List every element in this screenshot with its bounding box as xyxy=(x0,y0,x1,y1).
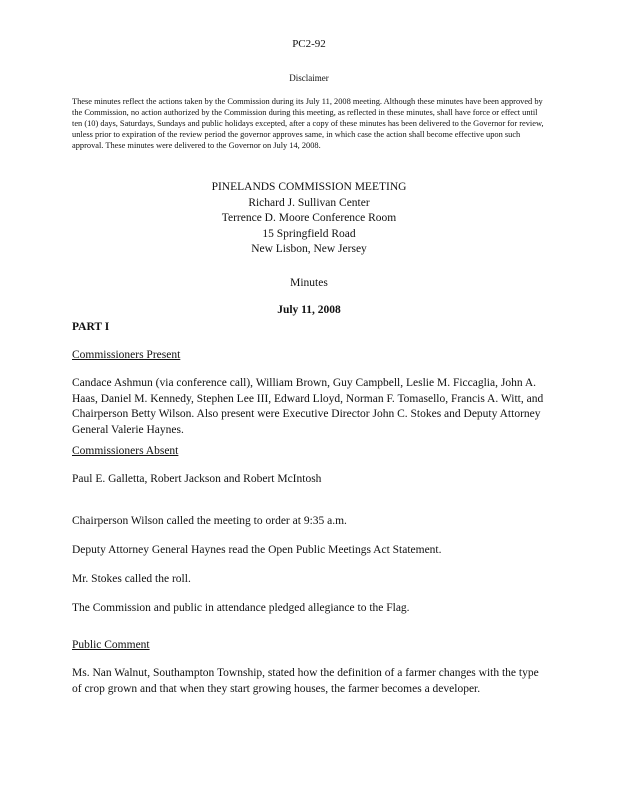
call-to-order-text: Chairperson Wilson called the meeting to order at 9:35 a.m. xyxy=(72,515,347,527)
disclaimer-title: Disclaimer xyxy=(289,73,329,83)
pledge-text: The Commission and public in attendance pledged allegiance to the Flag. xyxy=(72,602,410,614)
commissioners-absent-text: Paul E. Galletta, Robert Jackson and Robert McIntosh xyxy=(72,473,322,485)
roll-call-text: Mr. Stokes called the roll. xyxy=(72,573,191,585)
venue-line: Richard J. Sullivan Center xyxy=(248,196,370,209)
document-id: PC2-92 xyxy=(292,38,326,50)
meeting-date: July 11, 2008 xyxy=(277,304,341,316)
minutes-title: Minutes xyxy=(290,277,328,289)
venue-line: PINELANDS COMMISSION MEETING xyxy=(211,181,407,193)
commissioners-present-heading: Commissioners Present xyxy=(72,349,181,361)
public-comment-text: Ms. Nan Walnut, Southampton Township, stated how the definition of a farmer changes with the type of crop grown and that when they start growing houses, the farmer becomes a developer. xyxy=(72,667,539,695)
venue-line: New Lisbon, New Jersey xyxy=(251,243,367,255)
part-heading: PART I xyxy=(72,321,110,333)
disclaimer-text: These minutes reflect the actions taken by the Commission during its July 11, 2008 meeting. Although these minutes have been approved by the Commission, no action authorized by the Commission during this meeting, as reflected in these minutes, shall have force or effect until ten (10) days, Saturdays, Sundays and public holidays excepted, after a copy of these minutes has been delivered to the Governor for review, unless prior to expiration of the review period the governor approves same, in which case the action shall become effective upon such approval. These minutes were delivered to the Governor on July 14, 2008. xyxy=(72,97,544,150)
opma-statement-text: Deputy Attorney General Haynes read the Open Public Meetings Act Statement. xyxy=(72,544,442,556)
venue-block xyxy=(0,180,618,258)
commissioners-absent-heading: Commissioners Absent xyxy=(72,445,179,457)
venue-line: 15 Springfield Road xyxy=(262,227,356,240)
commissioners-present-text: Candace Ashmun (via conference call), William Brown, Guy Campbell, Leslie M. Ficcaglia, John A. Haas, Daniel M. Kennedy, Stephen Lee III, Edward Lloyd, Norman F. Tomasello, Francis A. Witt, and Chairperson Betty Wilson. Also present were Executive Director John C. Stokes and Deputy Attorney General Valerie Haynes. xyxy=(72,377,544,436)
public-comment-heading: Public Comment xyxy=(72,639,150,651)
venue-line: Terrence D. Moore Conference Room xyxy=(221,212,397,224)
